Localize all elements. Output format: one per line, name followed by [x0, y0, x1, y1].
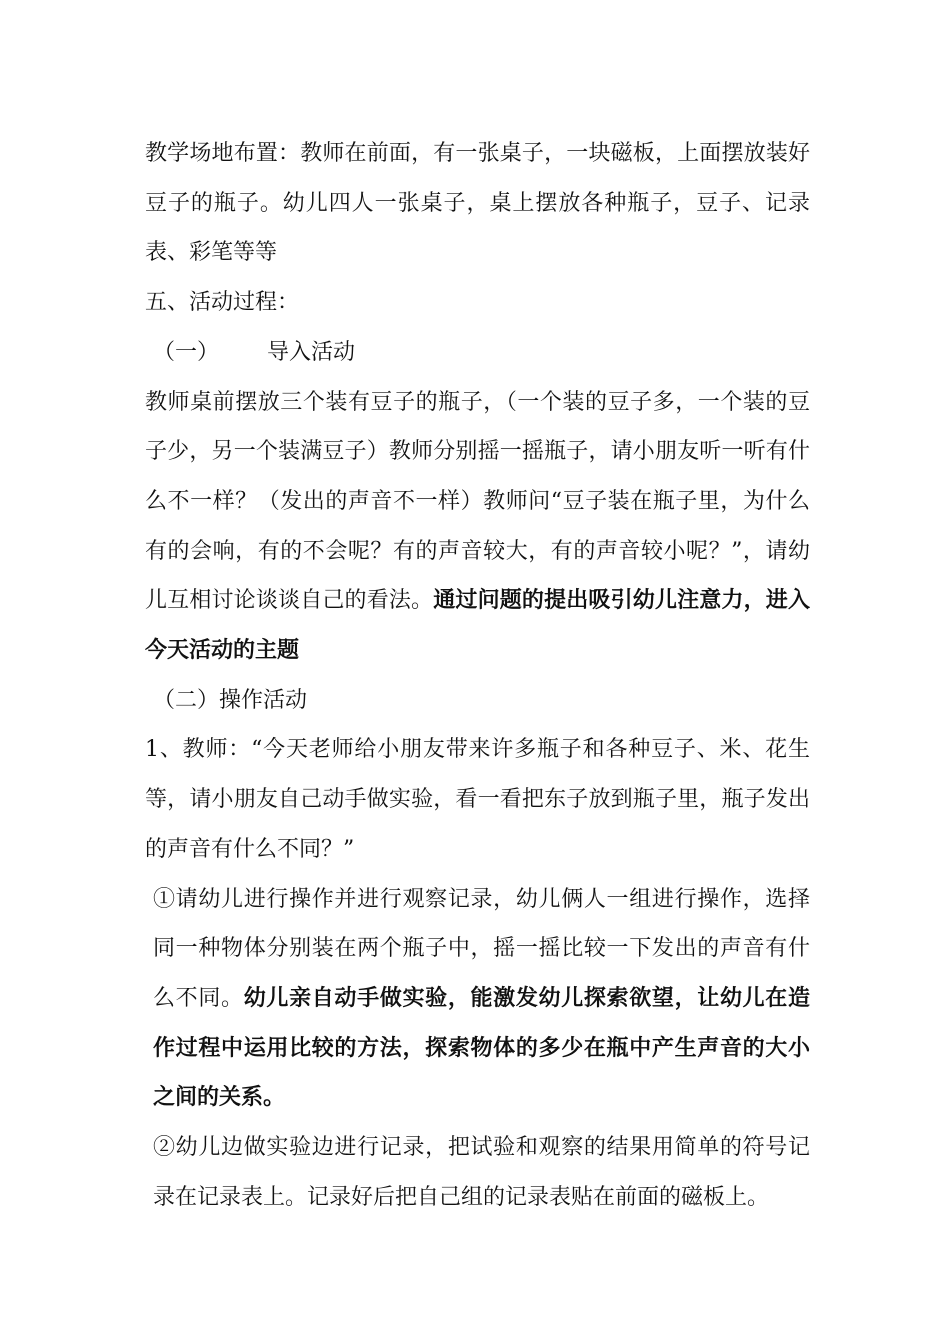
- step-one-emphasis: 幼儿亲自动手做实验，能激发幼儿探索欲望，让幼儿在造作过程中运用比较的方法，探索物体的多少在瓶中产生声音的大小之间的关系。: [153, 985, 810, 1111]
- subsection-heading-operation: （二）操作活动: [153, 687, 308, 713]
- paragraph-step-one: [145, 875, 810, 1124]
- paragraph-step-two: ②幼儿边做实验边进行记录，把试验和观察的结果用简单的符号记录在记录表上。记录好后把自己组的记录表贴在前面的磁板上。: [153, 1135, 810, 1210]
- subsection-heading-intro: [145, 328, 810, 378]
- subsection-number: （一）: [153, 339, 220, 365]
- intro-emphasis: 通过问题的提出吸引幼儿注意力，进入今天活动的主题: [145, 588, 810, 664]
- paragraph-venue-setup: 教学场地布置：教师在前面，有一张桌子，一块磁板，上面摆放装好豆子的瓶子。幼儿四人一张桌子，桌上摆放各种瓶子，豆子、记录表、彩笔等等: [145, 141, 810, 266]
- paragraph-intro-activity: [145, 378, 810, 676]
- intro-text: 教师桌前摆放三个装有豆子的瓶子，（一个装的豆子多，一个装的豆子少，另一个装满豆子）教师分别摇一摇瓶子，请小朋友听一听有什么不一样？（发出的声音不一样）教师问“豆子装在瓶子里，为什么有的会响，有的不会呢？有的声音较大，有的声音较小呢？”，请幼儿互相讨论谈谈自己的看法。: [145, 389, 810, 614]
- document-body: [145, 129, 810, 1222]
- paragraph-teacher-instruction: 1、教师：“今天老师给小朋友带来许多瓶子和各种豆子、米、花生等，请小朋友自己动手做实验，看一看把东子放到瓶子里，瓶子发出的声音有什么不同？”: [145, 737, 810, 862]
- section-heading-activity-process: 五、活动过程：: [145, 290, 300, 316]
- step-one-text: ①请幼儿进行操作并进行观察记录，幼儿俩人一组进行操作，选择同一种物体分别装在两个瓶子中，摇一摇比较一下发出的声音有什么不同。: [153, 886, 810, 1011]
- subsection-title: 导入活动: [267, 339, 356, 365]
